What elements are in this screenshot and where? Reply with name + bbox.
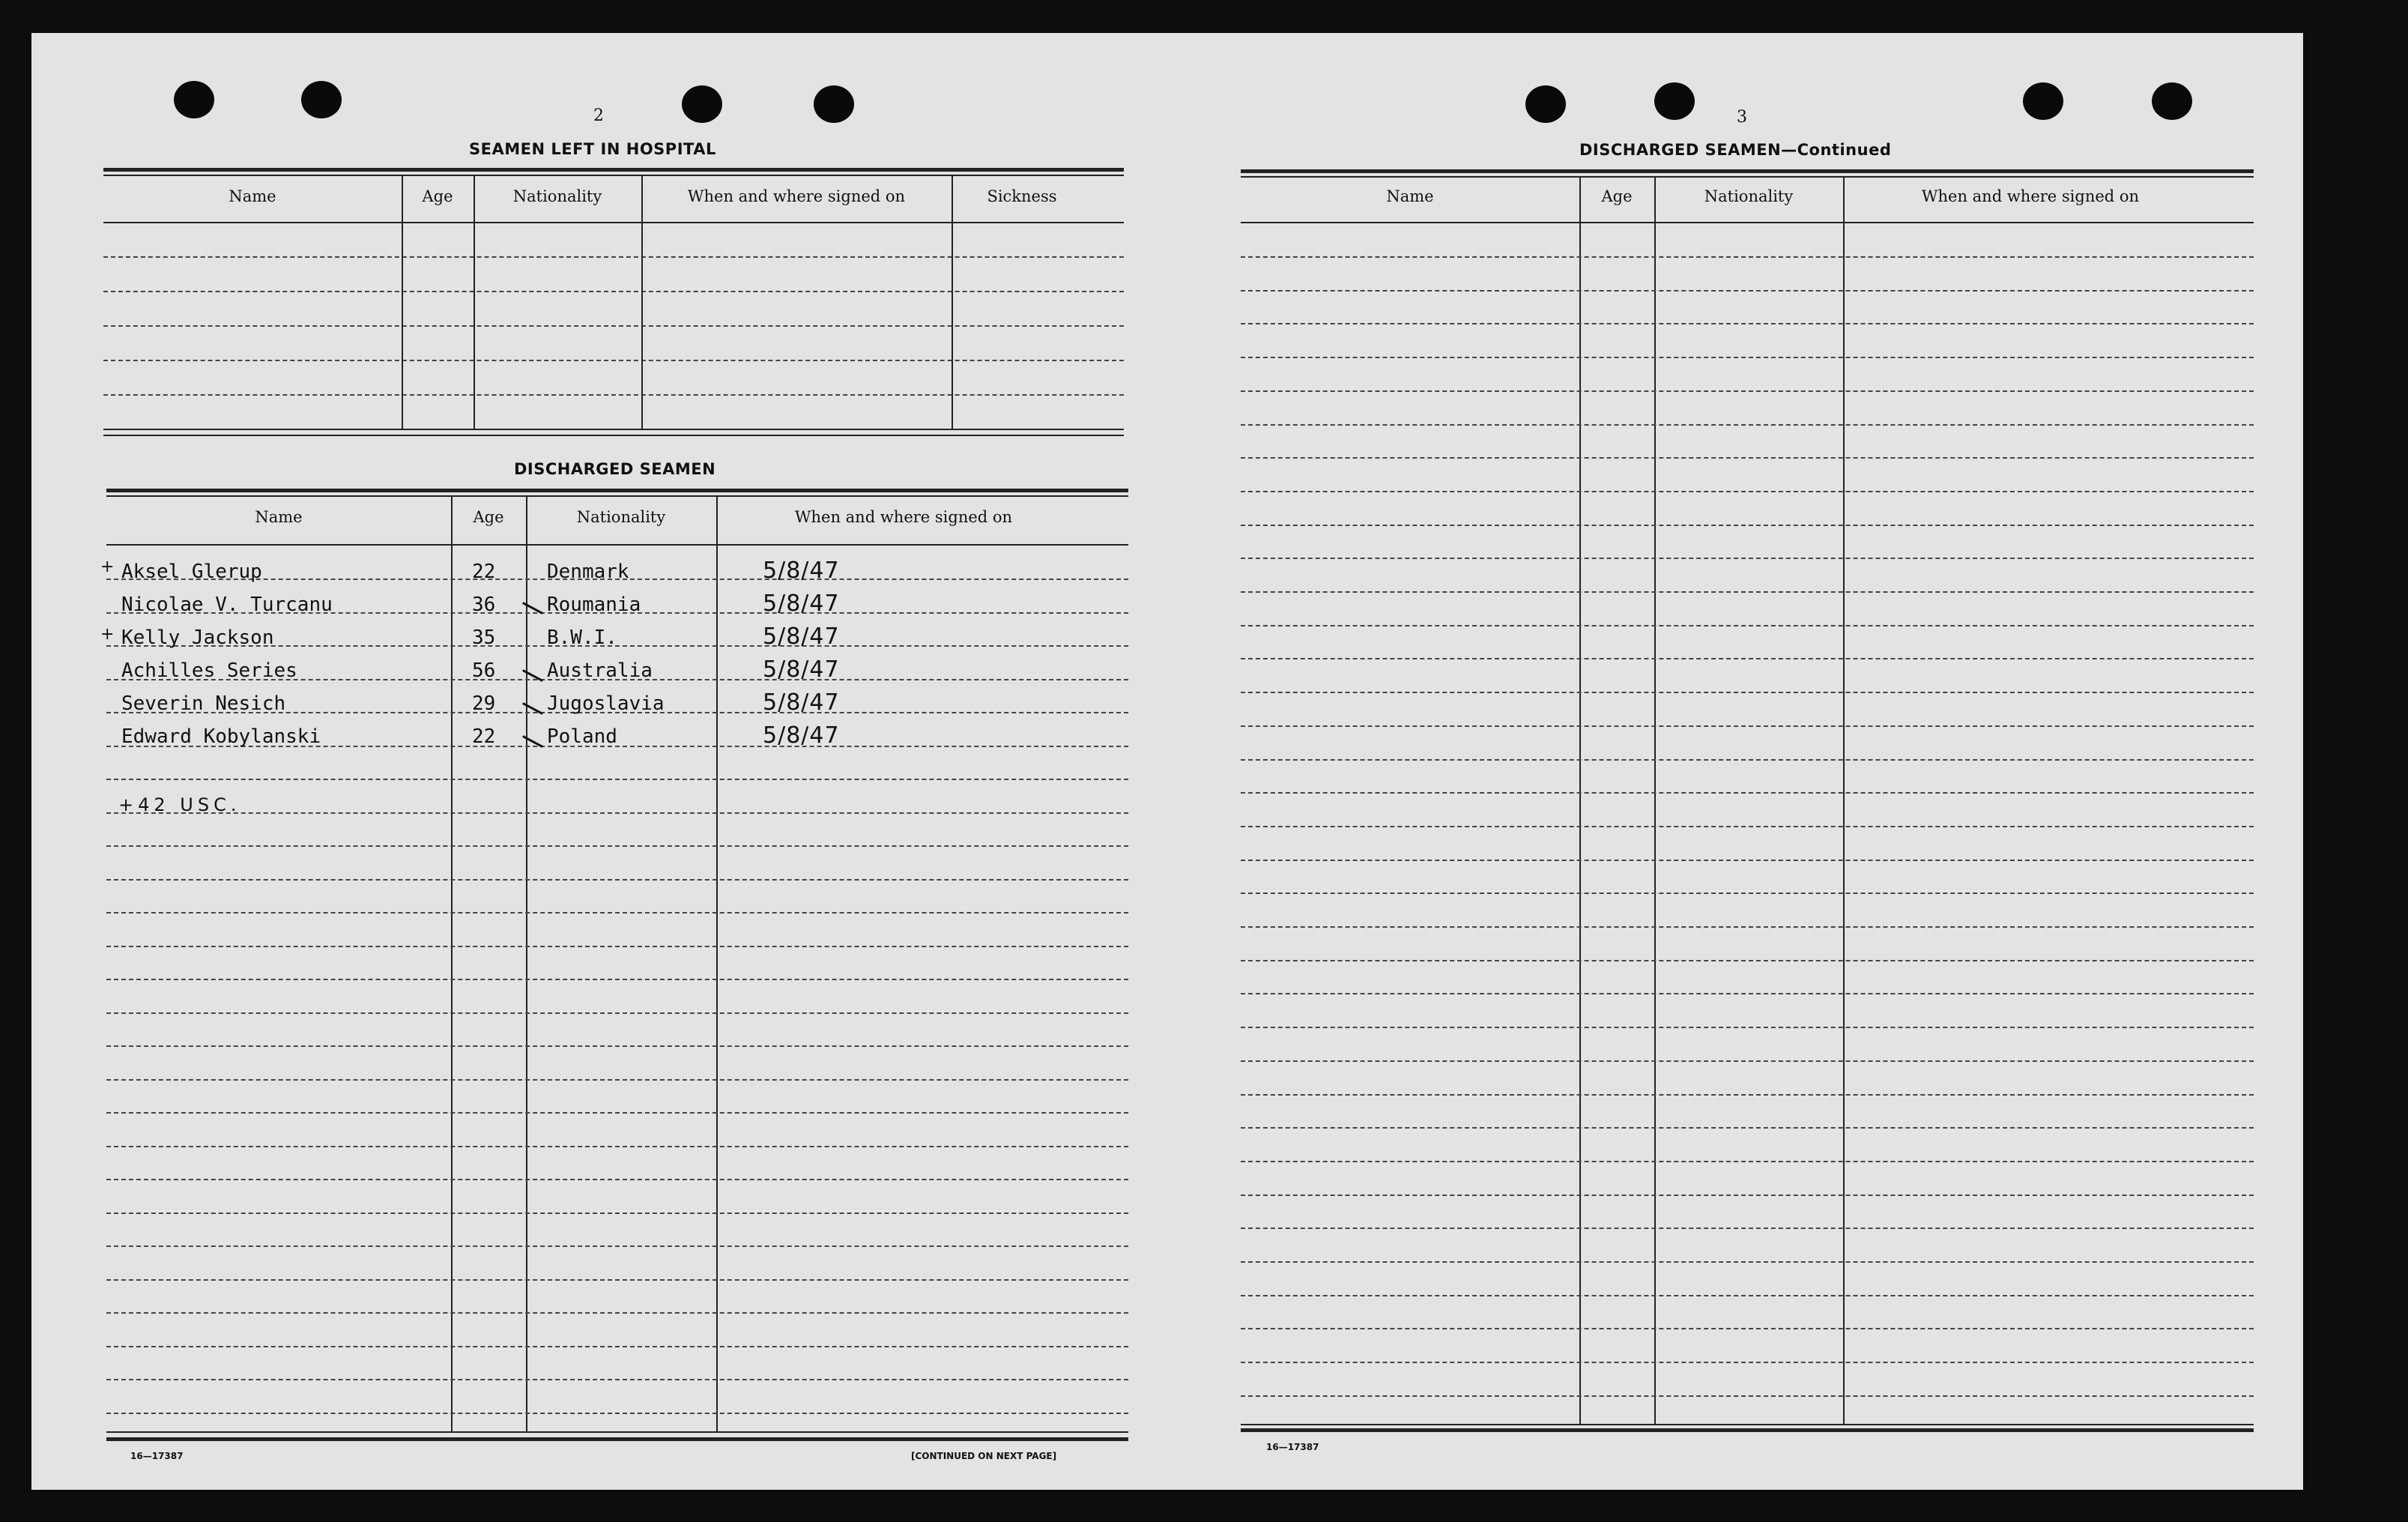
row-rule	[1241, 323, 2254, 324]
discharged-title: DISCHARGED SEAMEN	[514, 460, 716, 478]
hospital-bottom-rule	[103, 429, 1124, 430]
seaman-name: Aksel Glerup	[121, 561, 262, 583]
row-rule	[1241, 491, 2254, 492]
row-rule	[106, 1312, 1128, 1314]
row-rule	[1241, 1094, 2254, 1096]
seaman-nationality: Australia	[547, 659, 653, 682]
discharged-bottom-rule-2	[106, 1437, 1128, 1441]
row-rule	[1241, 1027, 2254, 1028]
row-rule	[1241, 1060, 2254, 1062]
row-rule	[1241, 625, 2254, 626]
row-rule	[106, 1045, 1128, 1047]
row-rule	[1241, 357, 2254, 358]
row-rule	[1241, 926, 2254, 928]
right-col-nationality: Nationality	[1704, 187, 1794, 205]
discharged-col-divider	[526, 496, 527, 1431]
row-rule	[106, 979, 1128, 980]
discharged-header-rule	[106, 544, 1128, 546]
row-rule	[1241, 591, 2254, 593]
row-rule	[1241, 1127, 2254, 1129]
hospital-col-name: Name	[229, 187, 276, 205]
row-rule	[106, 779, 1128, 780]
row-rule	[1241, 759, 2254, 761]
row-rule	[1241, 1195, 2254, 1196]
hospital-row-rule	[103, 291, 1124, 292]
right-col-divider	[1843, 177, 1845, 1424]
right-col-name: Name	[1386, 187, 1434, 205]
row-rule	[106, 1012, 1128, 1014]
hospital-row-rule	[103, 394, 1124, 396]
right-col-age: Age	[1601, 187, 1633, 205]
hospital-title: SEAMEN LEFT IN HOSPITAL	[469, 140, 716, 158]
seaman-age: 22	[472, 725, 496, 748]
hospital-col-nationality: Nationality	[512, 187, 602, 205]
discharged-col-name: Name	[255, 508, 303, 526]
seaman-name: Kelly Jackson	[121, 626, 274, 649]
right-page-number: 3	[1737, 108, 1747, 127]
hospital-top-rule	[103, 168, 1124, 172]
right-top-rule-2	[1241, 176, 2254, 178]
document-scan	[31, 33, 2303, 1490]
discharged-col-signed-on: When and where signed on	[794, 508, 1013, 526]
seaman-signed-on: 5/8/47	[763, 656, 840, 683]
punch-hole	[2152, 82, 2192, 120]
left-page-number: 2	[593, 106, 604, 125]
punch-hole	[2023, 82, 2063, 120]
seaman-signed-on: 5/8/47	[763, 689, 840, 716]
row-rule	[1241, 658, 2254, 659]
row-rule	[106, 912, 1128, 913]
punch-hole	[682, 85, 722, 123]
row-rule	[1241, 1362, 2254, 1363]
right-header-rule	[1241, 222, 2254, 223]
row-rule	[1241, 860, 2254, 861]
right-form-number: 16—17387	[1266, 1442, 1319, 1452]
discharged-top-rule	[106, 489, 1128, 492]
seaman-nationality: B.W.I.	[547, 626, 617, 649]
row-rule	[106, 1413, 1128, 1414]
row-rule	[1241, 1161, 2254, 1162]
seaman-nationality: Poland	[547, 725, 617, 748]
row-rule	[1241, 792, 2254, 794]
seaman-name: Edward Kobylanski	[121, 725, 321, 748]
right-title: DISCHARGED SEAMEN—Continued	[1579, 141, 1892, 159]
seaman-nationality: Roumania	[547, 594, 641, 616]
hospital-row-rule	[103, 325, 1124, 327]
seaman-signed-on: 5/8/47	[763, 623, 840, 650]
handwritten-note: +42 USC.	[118, 794, 241, 815]
discharged-bottom-rule	[106, 1431, 1128, 1433]
margin-mark: +	[100, 558, 115, 576]
row-rule	[1241, 457, 2254, 459]
row-rule	[106, 1245, 1128, 1247]
hospital-col-divider	[641, 175, 643, 429]
row-rule	[1241, 290, 2254, 292]
row-rule	[106, 879, 1128, 881]
seaman-name: Nicolae V. Turcanu	[121, 594, 333, 616]
right-bottom-rule-2	[1241, 1428, 2254, 1432]
punch-hole	[301, 81, 342, 118]
row-rule	[1241, 558, 2254, 559]
row-rule	[106, 1379, 1128, 1380]
hospital-row-rule	[103, 360, 1124, 361]
hospital-col-signed-on: When and where signed on	[687, 187, 906, 205]
right-col-divider	[1654, 177, 1656, 1424]
seaman-age: 56	[472, 659, 496, 682]
row-rule	[1241, 1295, 2254, 1296]
row-rule	[106, 812, 1128, 814]
left-form-number: 16—17387	[130, 1451, 184, 1461]
seaman-signed-on: 5/8/47	[763, 722, 840, 749]
hospital-bottom-rule-2	[103, 435, 1124, 436]
hospital-col-divider	[474, 175, 475, 429]
row-rule	[1241, 692, 2254, 693]
hospital-col-sickness: Sickness	[987, 187, 1057, 205]
hospital-row-rule	[103, 256, 1124, 258]
punch-hole	[1525, 85, 1566, 123]
punch-hole	[814, 85, 854, 123]
row-rule	[106, 845, 1128, 847]
row-rule	[106, 1112, 1128, 1114]
row-rule	[106, 1346, 1128, 1347]
seaman-name: Severin Nesich	[121, 692, 286, 715]
row-rule	[106, 1079, 1128, 1081]
discharged-col-age: Age	[473, 508, 504, 526]
row-rule	[1241, 1328, 2254, 1329]
discharged-col-nationality: Nationality	[576, 508, 666, 526]
seaman-name: Achilles Series	[121, 659, 297, 682]
seaman-nationality: Denmark	[547, 561, 629, 583]
row-rule	[1241, 826, 2254, 827]
row-rule	[1241, 1261, 2254, 1263]
row-rule	[1241, 893, 2254, 894]
hospital-col-divider	[952, 175, 953, 429]
seaman-signed-on: 5/8/47	[763, 558, 840, 584]
right-col-divider	[1579, 177, 1581, 1424]
punch-hole	[174, 81, 214, 118]
seaman-age: 36	[472, 594, 496, 616]
hospital-col-age: Age	[422, 187, 453, 205]
seaman-age: 22	[472, 561, 496, 583]
right-top-rule	[1241, 169, 2254, 173]
row-rule	[106, 1213, 1128, 1214]
seaman-signed-on: 5/8/47	[763, 591, 840, 617]
row-rule	[1241, 993, 2254, 994]
margin-mark: +	[100, 625, 115, 644]
hospital-col-divider	[402, 175, 403, 429]
row-rule	[106, 946, 1128, 947]
row-rule	[1241, 256, 2254, 258]
row-rule	[1241, 1395, 2254, 1397]
hospital-header-rule	[103, 222, 1124, 223]
row-rule	[1241, 960, 2254, 961]
row-rule	[106, 1146, 1128, 1147]
row-rule	[1241, 390, 2254, 392]
hospital-top-rule-2	[103, 175, 1124, 176]
row-rule	[106, 1179, 1128, 1180]
right-bottom-rule	[1241, 1424, 2254, 1425]
seaman-age: 35	[472, 626, 496, 649]
seaman-nationality: Jugoslavia	[547, 692, 665, 715]
punch-hole	[1654, 82, 1695, 120]
row-rule	[1241, 725, 2254, 727]
discharged-col-divider	[451, 496, 453, 1431]
seaman-age: 29	[472, 692, 496, 715]
row-rule	[106, 1279, 1128, 1281]
row-rule	[1241, 525, 2254, 526]
discharged-top-rule-2	[106, 495, 1128, 497]
right-col-signed-on: When and where signed on	[1921, 187, 2140, 205]
discharged-col-divider	[716, 496, 718, 1431]
row-rule	[1241, 1227, 2254, 1229]
continued-note: [CONTINUED ON NEXT PAGE]	[911, 1451, 1057, 1461]
row-rule	[1241, 424, 2254, 426]
